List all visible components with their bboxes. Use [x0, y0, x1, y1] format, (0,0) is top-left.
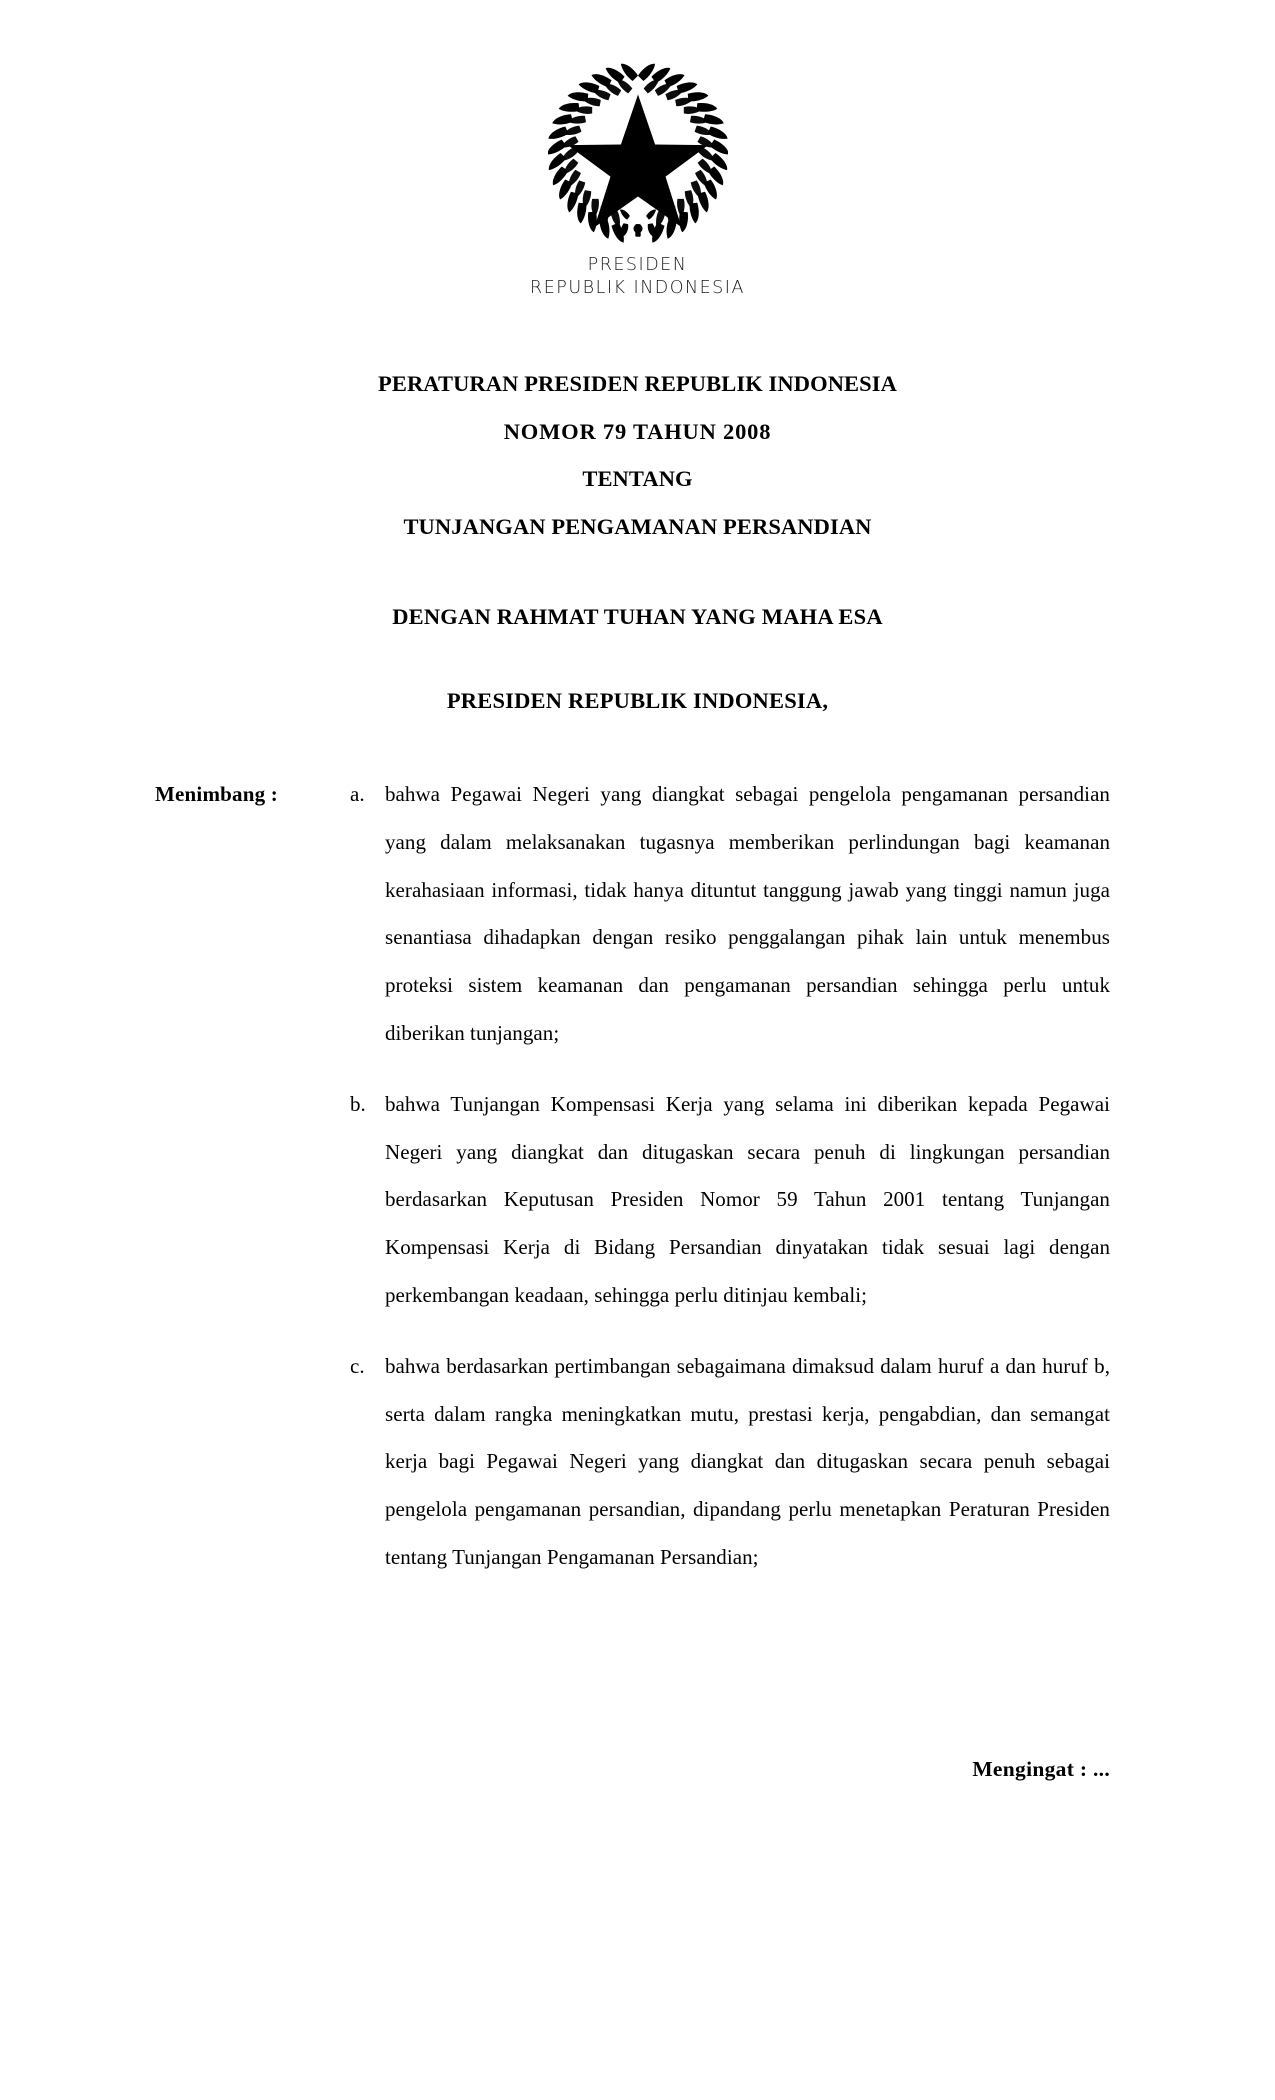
considerations-list: [350, 771, 1110, 1582]
title-line-number-year: NOMOR 79 TAHUN 2008: [503, 418, 772, 444]
considerations-row: [155, 771, 1110, 1582]
considerations-label: Menimbang :: [155, 782, 278, 806]
title-line-tentang: TENTANG: [582, 466, 693, 491]
list-item: [350, 771, 1110, 1058]
list-item: [350, 1343, 1110, 1582]
list-item-marker: a.: [350, 782, 365, 806]
letterhead: [0, 62, 1275, 300]
list-item-text: bahwa Tunjangan Kompensasi Kerja yang selama ini diberikan kepada Pegawai Negeri yang diangkat dan ditugaskan secara penuh di lingkungan persandian berdasarkan Keputusan Presiden Nomor 59 Tahun 2001 tentang Tunjangan Kompensasi Kerja di Bidang Persandian dinyatakan tidak sesuai lagi dengan perkembangan keadaan, sehingga perlu ditinjau kembali;: [385, 1091, 1110, 1307]
list-item-text: bahwa Pegawai Negeri yang diangkat sebagai pengelola pengamanan persandian yang dalam melaksanakan tugasnya memberikan perlindungan bagi keamanan kerahasiaan informasi, tidak hanya dituntut tanggung jawab yang tinggi namun juga senantiasa dihadapkan dengan resiko penggalangan pihak lain untuk menembus proteksi sistem keamanan dan pengamanan persandian sehingga perlu untuk diberikan tunjangan;: [385, 782, 1110, 1045]
continuation-note: Mengingat : ...: [972, 1757, 1110, 1781]
considerations-section: [155, 771, 1110, 1582]
letterhead-line-presiden: PRESIDEN: [587, 255, 688, 275]
letterhead-line-republik-indonesia: REPUBLIK INDONESIA: [530, 278, 745, 299]
signatory-heading: PRESIDEN REPUBLIK INDONESIA,: [446, 688, 829, 713]
letterhead-text: [0, 254, 1275, 300]
list-item: [350, 1081, 1110, 1320]
list-item-text: bahwa berdasarkan pertimbangan sebagaimana dimaksud dalam huruf a dan huruf b, serta dalam rangka meningkatkan mutu, prestasi kerja, pengabdian, dan semangat kerja bagi Pegawai Negeri yang diangkat dan ditugaskan secara penuh sebagai pengelola pengamanan persandian, dipandang perlu menetapkan Peraturan Presiden tentang Tunjangan Pengamanan Persandian;: [385, 1353, 1110, 1569]
title-line-subject: TUNJANGAN PENGAMANAN PERSANDIAN: [403, 513, 872, 539]
invocation-line: DENGAN RAHMAT TUHAN YANG MAHA ESA: [392, 604, 883, 629]
list-item-marker: b.: [350, 1091, 366, 1116]
title-line-regulation: PERATURAN PRESIDEN REPUBLIK INDONESIA: [378, 371, 897, 396]
document-title-block: [0, 373, 1275, 538]
list-item-marker: c.: [350, 1353, 365, 1378]
garuda-star-wreath-emblem: [548, 62, 728, 244]
